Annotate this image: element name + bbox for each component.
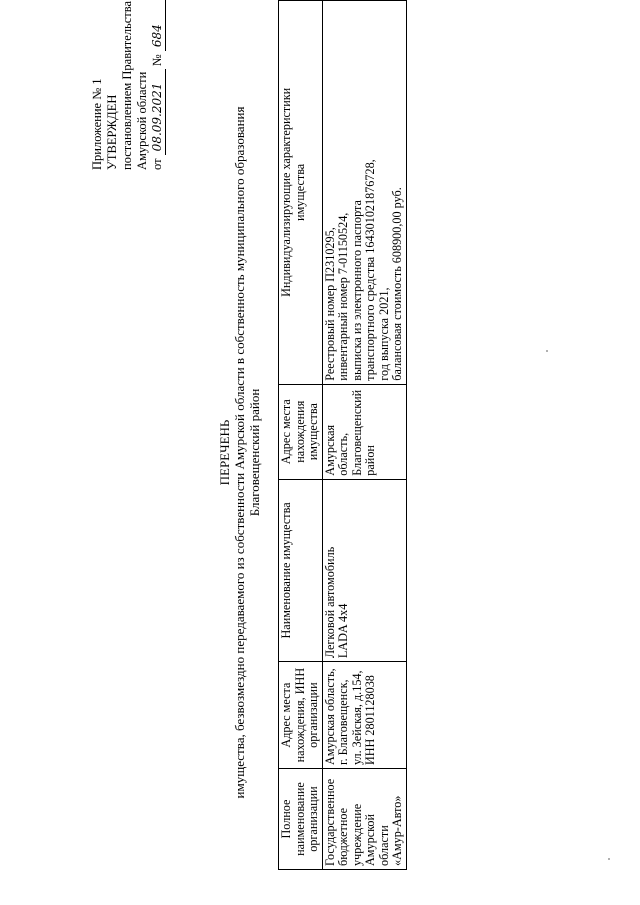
table-header-row: [279, 1, 323, 870]
cell-property-name: Легковой автомобиль LADA 4x4: [322, 479, 406, 661]
table-row: [322, 1, 406, 870]
header-characteristics: Индивидуализирующие характеристики имущества: [279, 1, 323, 385]
cell-property-address: Амурская область, Благовещенский район: [322, 384, 406, 479]
header-org-name: Полное наименование организации: [279, 769, 323, 870]
approved-label: УТВЕРЖДЕН: [105, 94, 119, 170]
approval-block: [90, 0, 166, 170]
scan-dot: [546, 350, 548, 352]
cell-characteristics: Реестровый номер П2310295, инвентарный номер 7-01150524, выписка из электронного паспорта транспортного средства 164301021876728, год выпуска 2021, балансовая стоимость 608900,00 руб.: [322, 1, 406, 385]
approval-date-number: [150, 0, 166, 170]
approval-authority: постановлением Правительства: [120, 0, 134, 170]
header-property-name: Наименование имущества: [279, 479, 323, 661]
appendix-label: Приложение № 1: [90, 78, 104, 170]
approval-region: Амурской области: [135, 71, 149, 170]
number-prefix: №: [150, 54, 164, 67]
cell-org-name: Государственное бюджетное учреждение Амурской области «Амур-Авто»: [322, 769, 406, 870]
header-property-address: Адрес места нахождения имущества: [279, 384, 323, 479]
handwritten-date: 08.09.2021: [150, 69, 166, 155]
document-district: Благовещенский район: [247, 388, 262, 517]
date-prefix: от: [150, 158, 164, 170]
property-table: [278, 0, 407, 870]
handwritten-number: 684: [150, 0, 166, 51]
scan-dot: [608, 858, 610, 860]
cell-org-address: Амурская область, г. Благовещенск, ул. Зейская, д.154, ИНН 2801128038: [322, 662, 406, 769]
document-heading: ПЕРЕЧЕНЬ: [217, 419, 232, 486]
document-subtitle: имущества, безвозмездно передаваемого из собственности Амурской области в собственность муниципального образования: [232, 106, 247, 799]
header-org-address: Адрес места нахождения, ИНН организации: [279, 662, 323, 769]
